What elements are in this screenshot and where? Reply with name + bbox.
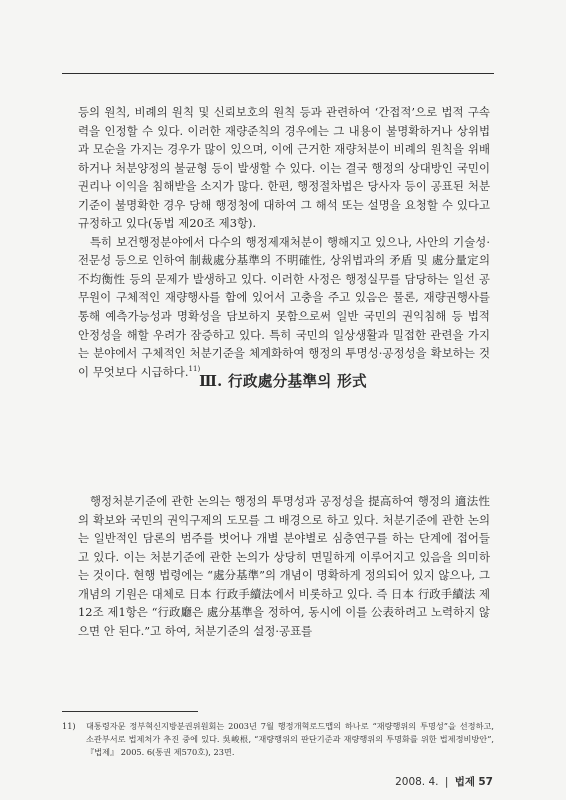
page-number: 57	[478, 776, 493, 788]
page-footer	[395, 774, 493, 789]
paragraph-2-text: 특히 보건행정분야에서 다수의 행정제재처분이 행해지고 있으나, 사안의 기술성·전문성 등으로 인하여 制裁處分基準의 不明確性, 상위법과의 矛盾 및 處分量定의 不均衡性 등의 문제가 발생하고 있다. 이러한 사정은 행정실무를 담당하는 일선 공무원이 구체적인 재량행사를 함에 있어서 고충을 주고 있음은 물론, 재량권행사를 통해 예측가능성과 명확성을 담보하지 못함으로써 일반 국민의 권익침해 등 법적 안정성을 해할 우려가 잠증하고 있다. 특히 국민의 일상생활과 밀접한 관련을 가지는 분야에서 구체적인 처분기준을 체계화하여 행정의 투명성·공정성을 확보하는 것이 무엇보다 시급하다.	[78, 234, 490, 379]
body-text	[78, 103, 490, 381]
section-paragraph: 행정처분기준에 관한 논의는 행정의 투명성과 공정성을 提高하여 행정의 適法性의 확보와 국민의 권익구제의 도모를 그 배경으로 하고 있다. 처분기준에 관한 논의는 일반적인 담론의 범주를 벗어나 개별 분야별로 심층연구를 하는 단계에 접어들고 있다. 이는 처분기준에 관한 논의가 상당히 면밀하게 이루어지고 있음을 의미하는 것이다. 현행 법령에는 “處分基準”의 개념이 명확하게 정의되어 있지 않으나, 그 개념의 기원은 대체로 日本 行政手續法에서 비롯하고 있다. 즉 日本 行政手續法 제12조 제1항은 “行政廳은 處分基準을 정하여, 동시에 이를 公表하려고 노력하지 않으면 안 된다.”고 하여, 처분기준의 설정·공표를	[78, 494, 490, 638]
footnote-number: 11)	[62, 721, 76, 731]
section-title: Ⅲ. 行政處分基準의 形式	[199, 373, 367, 390]
paragraph-1: 등의 원칙, 비례의 원칙 및 신뢰보호의 원칙 등과 관련하여 ‘간접적’으로 법적 구속력을 인정할 수 있다. 이러한 재량준칙의 경우에는 그 내용이 불명확하거나 상위법과 모순을 가지는 경우가 많이 있으며, 이에 근거한 재량처분이 비례의 원칙을 위배하거나 처분양정의 불균형 등이 발생할 수 있다. 이는 결국 행정의 상대방인 국민이 권리나 이익을 침해받을 소지가 많다. 한편, 행정절차법은 당사자 등이 공표된 처분기준이 불명확한 경우 당해 행정청에 대하여 그 해석 또는 설명을 요청할 수 있다고 규정하고 있다(동법 제20조 제3항).	[78, 105, 490, 231]
header-rule	[62, 73, 494, 74]
footer-date: 2008. 4.	[395, 776, 439, 788]
footer-magazine: 법제	[454, 776, 476, 788]
footnote	[62, 720, 494, 759]
paragraph-2	[78, 233, 490, 381]
footnote-rule	[62, 711, 198, 712]
footnote-reference[interactable]: 11)	[188, 364, 201, 373]
section-body	[78, 492, 490, 640]
footnote-text: 대통령자문 정부혁신지방분권위원회는 2003년 7월 행정개혁로드맵의 하나로 “재량행위의 투명성”을 선정하고, 소관부서로 법제처가 추진 중에 있다. 吳峻根, “재량행위의 판단기준과 재량행위의 투명화를 위한 법제정비방안”, 『법제』 2005. 6(통권 제570호), 23면.	[86, 721, 494, 757]
footer-separator: |	[444, 776, 449, 788]
